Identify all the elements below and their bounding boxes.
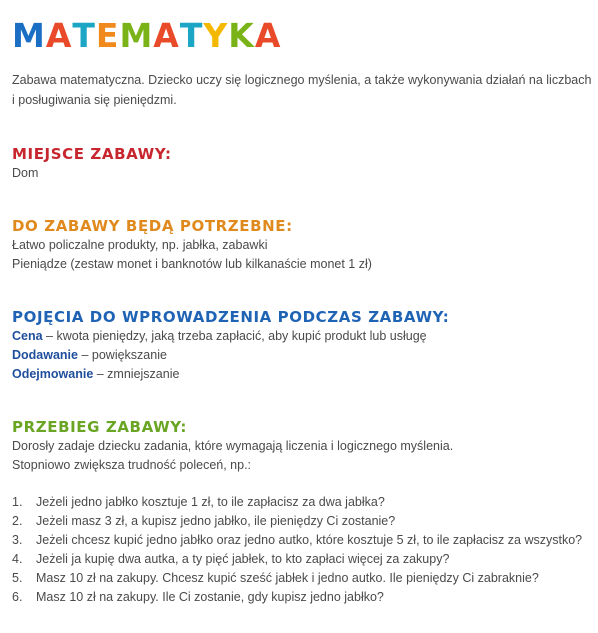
title-letter: M — [12, 16, 46, 55]
concept-item — [12, 327, 586, 346]
section-heading-course: PRZEBIEG ZABAWY: — [12, 418, 188, 436]
course-text: Stopniowo zwiększa trudność poleceń, np.: — [12, 458, 252, 472]
step-text: Jeżeli ja kupię dwa autka, a ty pięć jabłek, to kto zapłaci więcej za zakupy? — [36, 552, 450, 566]
title-letter: T — [72, 16, 96, 55]
list-item — [12, 531, 586, 550]
steps-list — [12, 493, 586, 607]
section-course — [12, 417, 586, 607]
section-heading-place: MIEJSCE ZABAWY: — [12, 145, 172, 163]
step-number: 5. — [12, 571, 23, 585]
section-heading-needed: DO ZABAWY BĘDĄ POTRZEBNE: — [12, 217, 293, 235]
title-letter: Y — [203, 16, 229, 55]
concept-desc: – zmniejszanie — [93, 367, 180, 381]
course-text: Dorosły zadaje dziecku zadania, które wymagają liczenia i logicznego myślenia. — [12, 439, 454, 453]
title-letter: M — [119, 16, 154, 55]
needed-item: Łatwo policzalne produkty, np. jabłka, zabawki — [12, 238, 268, 252]
section-heading-concepts: POJĘCIA DO WPROWADZENIA PODCZAS ZABAWY: — [12, 308, 450, 326]
title-letter: A — [254, 16, 282, 55]
step-text: Jeżeli jedno jabłko kosztuje 1 zł, to ile zapłacisz za dwa jabłka? — [36, 495, 385, 509]
page-title — [12, 0, 586, 62]
title-letter: A — [153, 16, 180, 55]
place-text: Dom — [12, 166, 39, 180]
title-letter: K — [228, 16, 255, 55]
step-text: Jeżeli masz 3 zł, a kupisz jedno jabłko, ile pieniędzy Ci zostanie? — [36, 514, 396, 528]
intro-text: Zabawa matematyczna. Dziecko uczy się logicznego myślenia, a także wykonywania działań na liczbach i posługiwania się pieniędzmi. — [12, 73, 592, 107]
concept-term: Odejmowanie — [12, 367, 94, 381]
concept-term: Dodawanie — [12, 348, 78, 362]
step-number: 1. — [12, 495, 23, 509]
concept-term: Cena — [12, 329, 43, 343]
needed-item: Pieniądze (zestaw monet i banknotów lub kilkanaście monet 1 zł) — [12, 257, 372, 271]
step-number: 3. — [12, 533, 23, 547]
step-number: 6. — [12, 590, 23, 604]
title-letter: A — [45, 16, 73, 55]
list-item — [12, 588, 586, 607]
section-concepts — [12, 307, 586, 384]
step-text: Masz 10 zł na zakupy. Chcesz kupić sześć jabłek i jedno autko. Ile pieniędzy Ci zabraknie? — [36, 571, 539, 585]
title-letter: T — [179, 16, 204, 55]
step-number: 4. — [12, 552, 23, 566]
list-item — [12, 493, 586, 512]
step-number: 2. — [12, 514, 23, 528]
concept-desc: – kwota pieniędzy, jaką trzeba zapłacić, aby kupić produkt lub usługę — [42, 329, 427, 343]
list-item — [12, 512, 586, 531]
step-text: Jeżeli chcesz kupić jedno jabłko oraz jedno autko, które kosztuje 5 zł, to ile zapłacisz za wszystko? — [36, 533, 583, 547]
list-item — [12, 550, 586, 569]
list-item — [12, 569, 586, 588]
concept-desc: – powiększanie — [78, 348, 167, 362]
step-text: Masz 10 zł na zakupy. Ile Ci zostanie, gdy kupisz jedno jabłko? — [36, 590, 384, 604]
section-place — [12, 144, 586, 183]
title-letter: E — [95, 16, 120, 55]
section-needed — [12, 216, 586, 274]
concept-item — [12, 346, 586, 365]
concept-item — [12, 365, 586, 384]
